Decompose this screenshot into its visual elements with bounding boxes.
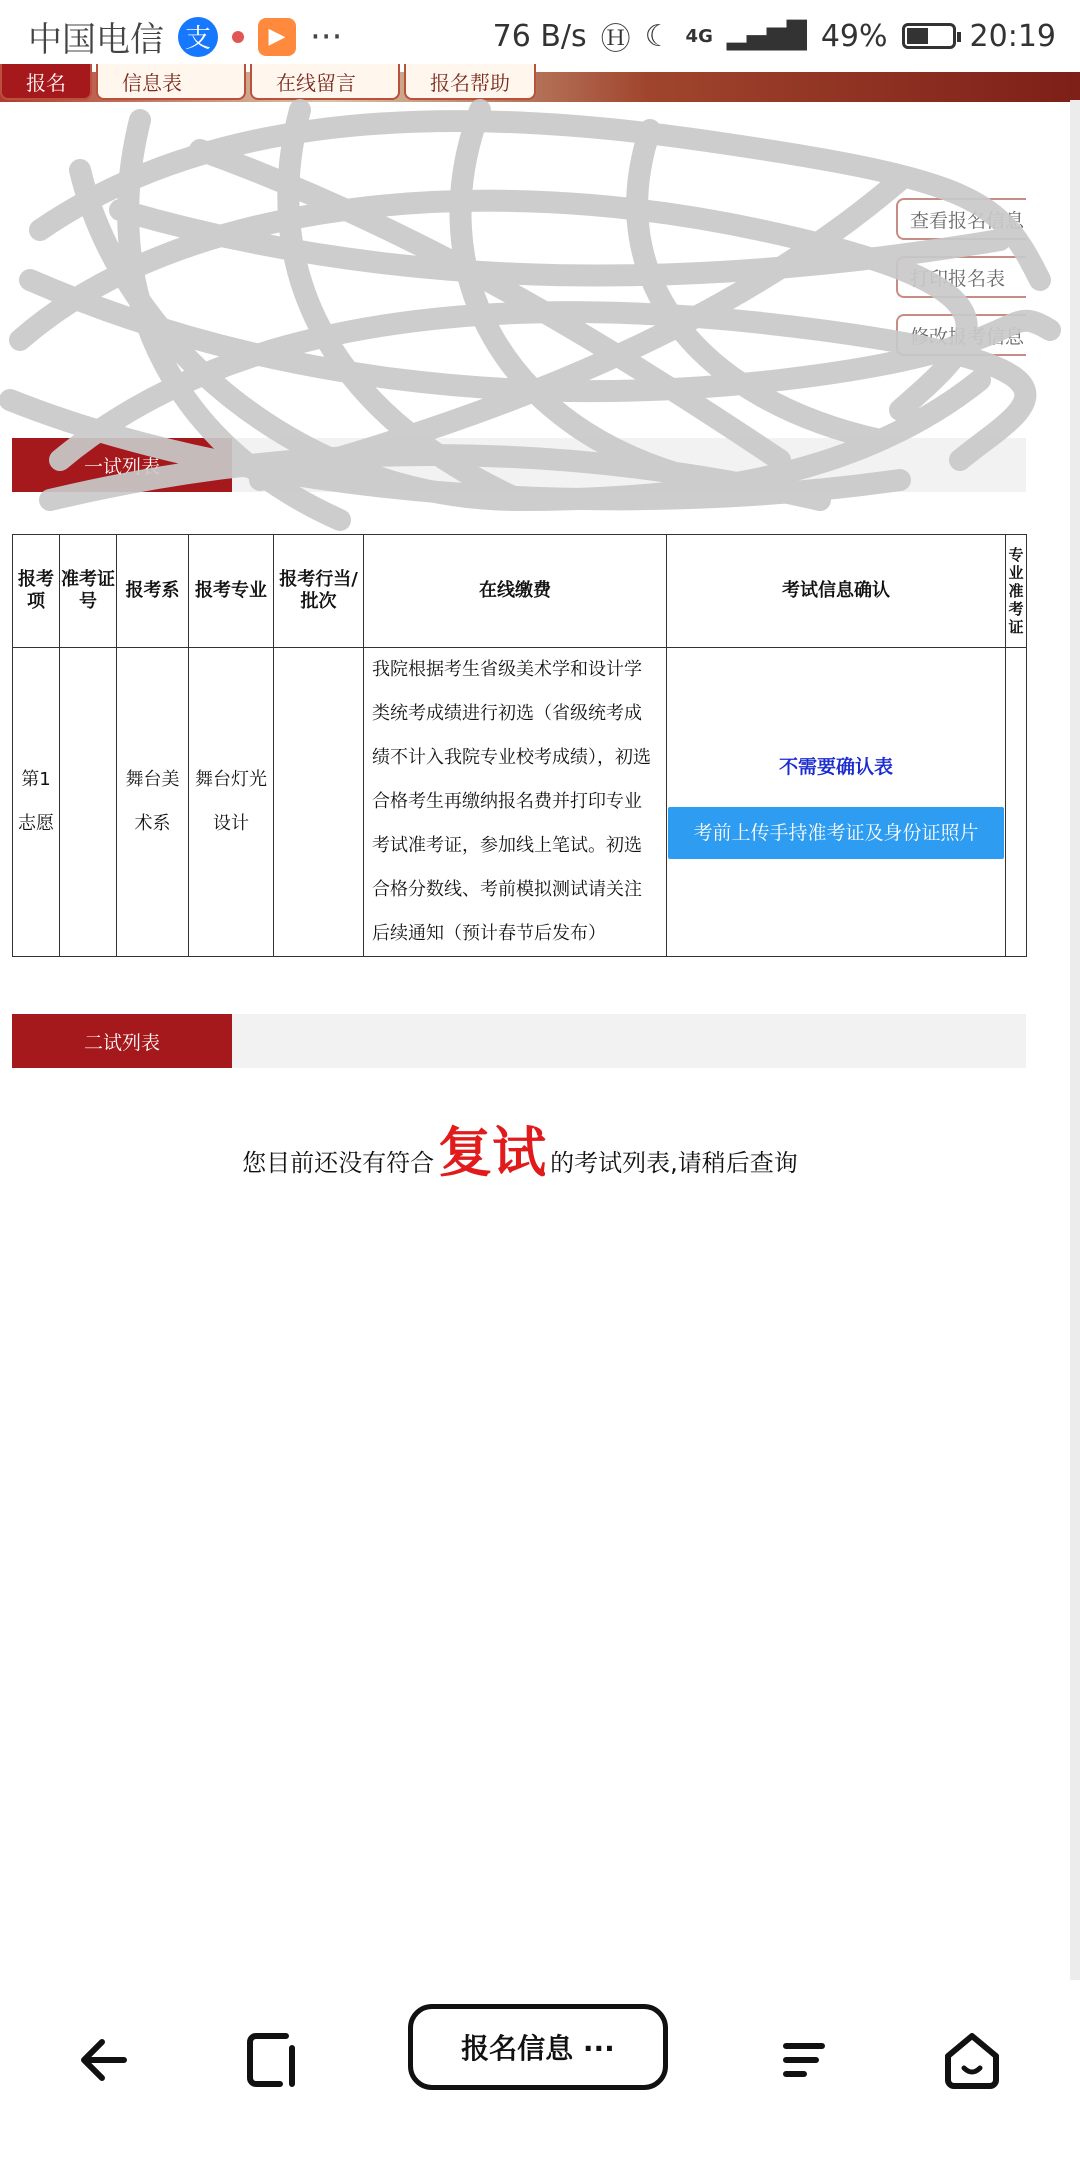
col-header-ticket: 准考证号 bbox=[60, 535, 117, 648]
nav-tab-info[interactable]: 信息表 bbox=[96, 64, 246, 100]
empty-retest-message bbox=[0, 1110, 1040, 1187]
table-header-row bbox=[13, 535, 1027, 648]
home-icon[interactable] bbox=[932, 2020, 1012, 2100]
exam-table bbox=[12, 534, 1027, 957]
hd-icon: Ⓗ bbox=[600, 22, 631, 57]
notification-dot-icon bbox=[232, 31, 244, 43]
edit-signup-info-button[interactable]: 修改报考信息 bbox=[896, 314, 1026, 356]
battery-percent: 49% bbox=[820, 18, 888, 54]
status-bar bbox=[0, 0, 1080, 72]
col-header-confirm: 考试信息确认 bbox=[667, 535, 1006, 648]
empty-message-highlight: 复试 bbox=[438, 1121, 547, 1184]
nav-tab-message[interactable]: 在线留言 bbox=[250, 64, 400, 100]
signal-icon: ▂▄▆█ bbox=[726, 21, 807, 51]
print-signup-form-button[interactable]: 打印报名表 bbox=[896, 256, 1026, 298]
carrier-label: 中国电信 bbox=[28, 20, 164, 60]
col-header-item: 报考项 bbox=[13, 535, 60, 648]
tabs-icon[interactable] bbox=[232, 2020, 312, 2100]
browser-bottom-nav bbox=[0, 1980, 1080, 2160]
back-arrow-icon[interactable] bbox=[64, 2020, 144, 2100]
table-row bbox=[13, 648, 1027, 957]
net-speed: 76 B/s bbox=[492, 18, 587, 54]
view-signup-info-button[interactable]: 查看报名信息 bbox=[896, 198, 1026, 240]
cell-confirm bbox=[667, 648, 1006, 957]
page-title-button[interactable]: 报名信息 ··· bbox=[408, 2004, 668, 2090]
battery-fill bbox=[907, 28, 929, 44]
video-app-icon: ▶ bbox=[258, 18, 296, 56]
col-header-major: 报考专业 bbox=[189, 535, 274, 648]
more-notifications-icon: ··· bbox=[310, 16, 343, 57]
upload-photo-button[interactable]: 考前上传手持准考证及身份证照片 bbox=[668, 807, 1004, 859]
section-second-exam-label: 二试列表 bbox=[12, 1014, 232, 1068]
empty-message-after: 的考试列表,请稍后查询 bbox=[550, 1149, 798, 1177]
cell-ticket bbox=[60, 648, 117, 957]
moon-icon: ☾ bbox=[644, 18, 672, 54]
section-first-exam-label: 一试列表 bbox=[12, 438, 232, 492]
col-header-payment: 在线缴费 bbox=[364, 535, 667, 648]
cell-admission bbox=[1006, 648, 1027, 957]
cell-batch bbox=[274, 648, 364, 957]
col-header-batch: 报考行当/批次 bbox=[274, 535, 364, 648]
clock: 20:19 bbox=[969, 18, 1056, 54]
col-header-admission: 专业准考证 bbox=[1006, 535, 1027, 648]
nav-tab-signup[interactable]: 报名 bbox=[0, 64, 92, 100]
battery-icon bbox=[902, 23, 956, 49]
network-type: 4G bbox=[685, 25, 713, 47]
menu-icon[interactable] bbox=[764, 2020, 844, 2100]
cell-dept: 舞台美术系 bbox=[117, 648, 189, 957]
cell-payment-notice: 我院根据考生省级美术学和设计学类统考成绩进行初选（省级统考成绩不计入我院专业校考成绩），初选合格考生再缴纳报名费并打印专业考试准考证，参加线上笔试。初选合格分数线、考前模拟测试请关注后续通知（预计春节后发布） bbox=[364, 648, 667, 957]
alipay-icon: 支 bbox=[178, 17, 218, 57]
empty-message-before: 您目前还没有符合 bbox=[242, 1149, 435, 1177]
no-confirm-link[interactable]: 不需要确认表 bbox=[778, 756, 893, 778]
cell-item: 第1志愿 bbox=[13, 648, 60, 957]
section-second-exam bbox=[12, 1014, 1026, 1068]
nav-tab-help[interactable]: 报名帮助 bbox=[404, 64, 536, 100]
page-scrollbar[interactable] bbox=[1070, 100, 1080, 1980]
cell-major: 舞台灯光设计 bbox=[189, 648, 274, 957]
redaction-scribble bbox=[0, 80, 1080, 550]
col-header-dept: 报考系 bbox=[117, 535, 189, 648]
